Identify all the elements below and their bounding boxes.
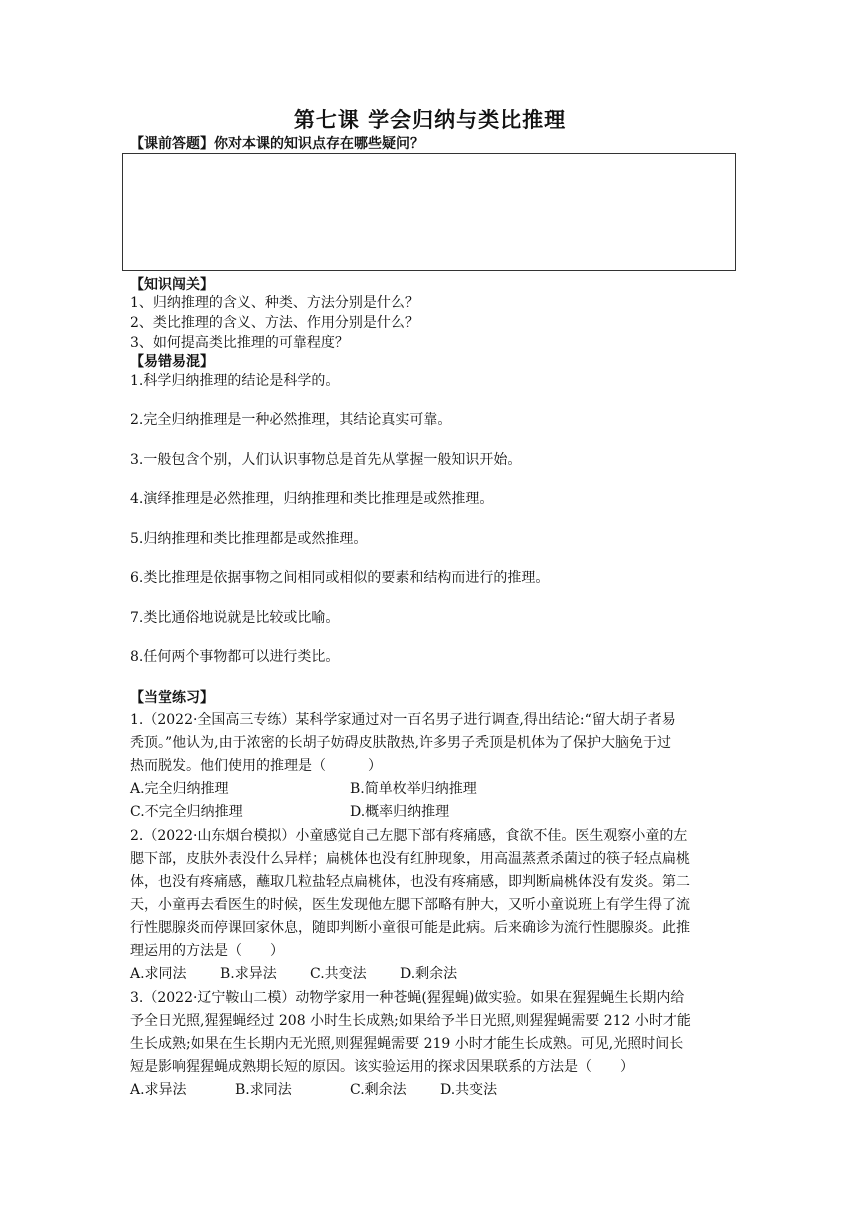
mistakes-heading: 【易错易混】 (130, 354, 214, 370)
q1-option-a[interactable]: A.完全归纳推理 (130, 781, 229, 797)
q1-option-d[interactable]: D.概率归纳推理 (350, 804, 450, 820)
question-2-line-6: 理运用的方法是（ ） (130, 943, 284, 959)
question-2-line-4: 天，小童再去看医生的时候，医生发现他左腮下部略有肿大，又听小童说班上有学生得了流 (130, 897, 690, 913)
question-2-line-2: 腮下部，皮肤外表没什么异样；扁桃体也没有红肿现象，用高温蒸煮杀菌过的筷子轻点扁桃 (130, 851, 690, 867)
knowledge-item-3: 3、如何提高类比推理的可靠程度？ (130, 335, 349, 351)
mistake-item-8: 8.任何两个事物都可以进行类比。 (130, 649, 340, 665)
question-3-line-3: 生长成熟;如果在生长期内无光照,则猩猩蝇需要 219 小时才能生长成熟。可见,光照时间长 (130, 1036, 684, 1052)
q2-option-b[interactable]: B.求异法 (220, 966, 277, 982)
q1-option-c[interactable]: C.不完全归纳推理 (130, 804, 243, 820)
page-title: 第七课 学会归纳与类比推理 (293, 108, 567, 132)
question-3-line-4: 短是影响猩猩蝇成熟期长短的原因。该实验运用的探求因果联系的方法是（ ） (130, 1059, 634, 1075)
q2-option-a[interactable]: A.求同法 (130, 966, 187, 982)
mistake-item-1: 1.科学归纳推理的结论是科学的。 (130, 373, 340, 389)
mistake-item-6: 6.类比推理是依据事物之间相同或相似的要素和结构而进行的推理。 (130, 570, 550, 586)
question-3-line-1: 3.（2022·辽宁鞍山二模）动物学家用一种苍蝇(猩猩蝇)做实验。如果在猩猩蝇生长期内给 (130, 990, 685, 1006)
q2-option-d[interactable]: D.剩余法 (400, 966, 458, 982)
q3-option-c[interactable]: C.剩余法 (350, 1082, 407, 1098)
practice-heading: 【当堂练习】 (130, 690, 214, 706)
knowledge-heading: 【知识闯关】 (130, 277, 214, 293)
question-1-line-1: 1.（2022·全国高三专练）某科学家通过对一百名男子进行调查,得出结论:“留大胡子者易 (130, 712, 676, 728)
answer-box[interactable] (122, 153, 736, 271)
q3-option-b[interactable]: B.求同法 (235, 1082, 292, 1098)
question-1-line-3: 热而脱发。他们使用的推理是（ ） (130, 758, 382, 774)
question-1-line-2: 秃顶。”他认为,由于浓密的长胡子妨碍皮肤散热,许多男子秃顶是机体为了保护大脑免于过 (130, 735, 672, 751)
q3-option-d[interactable]: D.共变法 (440, 1082, 498, 1098)
pre-question-label: 【课前答题】你对本课的知识点存在哪些疑问？ (130, 136, 424, 152)
knowledge-item-2: 2、类比推理的含义、方法、作用分别是什么？ (130, 315, 419, 331)
q1-option-b[interactable]: B.简单枚举归纳推理 (350, 781, 477, 797)
mistake-item-4: 4.演绎推理是必然推理，归纳推理和类比推理是或然推理。 (130, 491, 494, 507)
q3-option-a[interactable]: A.求异法 (130, 1082, 187, 1098)
question-3-line-2: 予全日光照,猩猩蝇经过 208 小时生长成熟;如果给予半日光照,则猩猩蝇需要 212 小时才能 (130, 1013, 691, 1029)
q2-option-c[interactable]: C.共变法 (310, 966, 367, 982)
mistake-item-5: 5.归纳推理和类比推理都是或然推理。 (130, 531, 368, 547)
question-2-line-5: 行性腮腺炎而停课回家休息，随即判断小童很可能是此病。后来确诊为流行性腮腺炎。此推 (130, 920, 690, 936)
question-2-line-3: 体，也没有疼痛感，蘸取几粒盐轻点扁桃体，也没有疼痛感，即判断扁桃体没有发炎。第二 (130, 874, 690, 890)
question-2-line-1: 2.（2022·山东烟台模拟）小童感觉自己左腮下部有疼痛感，食欲不佳。医生观察小童的左 (130, 828, 688, 844)
knowledge-item-1: 1、归纳推理的含义、种类、方法分别是什么？ (130, 295, 419, 311)
mistake-item-3: 3.一般包含个别，人们认识事物总是首先从掌握一般知识开始。 (130, 452, 522, 468)
mistake-item-2: 2.完全归纳推理是一种必然推理，其结论真实可靠。 (130, 412, 452, 428)
mistake-item-7: 7.类比通俗地说就是比较或比喻。 (130, 610, 340, 626)
